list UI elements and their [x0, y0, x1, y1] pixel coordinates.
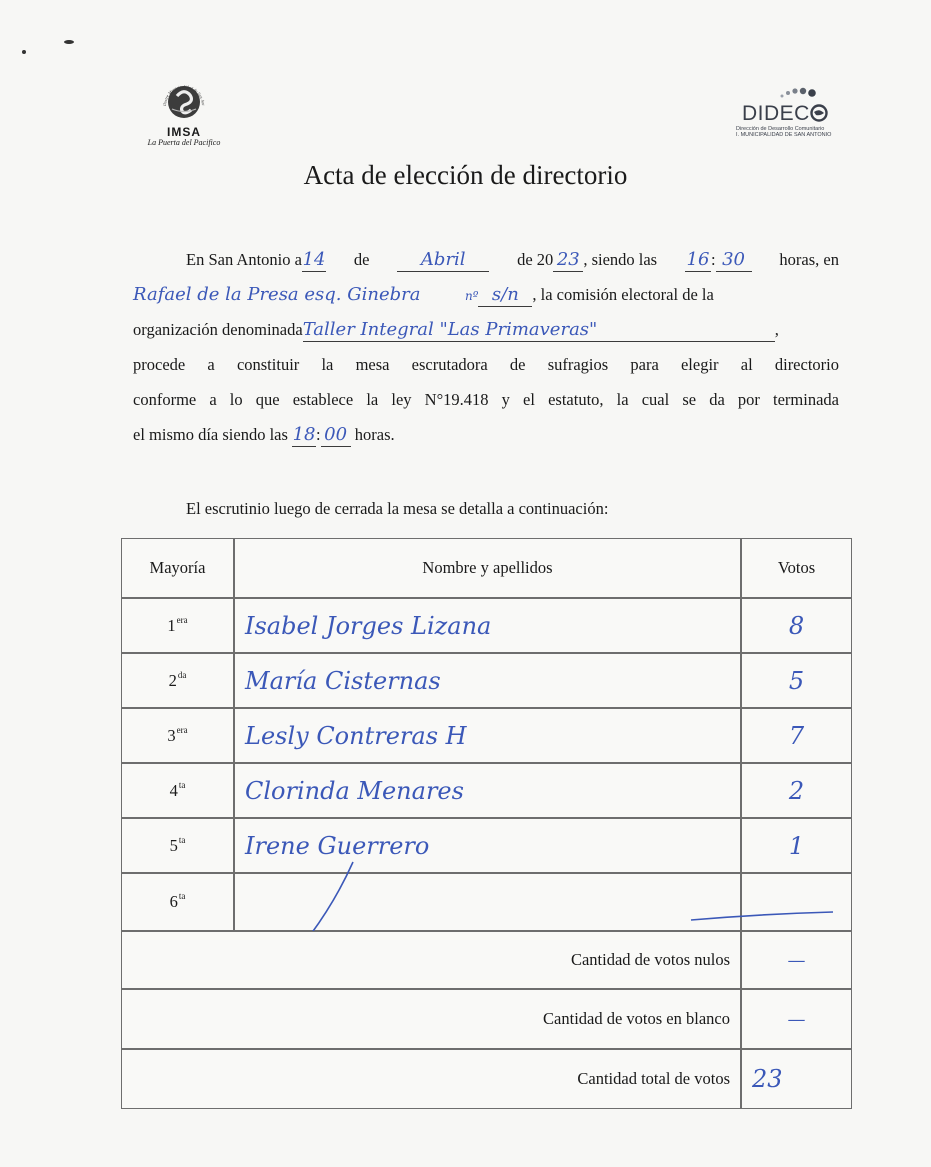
dideco-line1: Dirección de Desarrollo Comunitario [736, 126, 825, 132]
blank-votes-value: — [741, 989, 852, 1049]
table-row-rank [121, 873, 234, 931]
address-number-prefix: nº [465, 289, 479, 303]
dideco-name: DIDEC [742, 102, 810, 125]
table-row-rank [121, 598, 234, 653]
rank-number: 2 [168, 670, 177, 690]
text-en-san-antonio: En San Antonio a [186, 250, 302, 269]
address-number-field: s/n [478, 284, 532, 307]
table-row-name [234, 873, 741, 931]
rank-number: 4 [169, 780, 178, 800]
text-organizacion-denominada: organización denominada [133, 320, 303, 339]
dideco-wordmark [742, 102, 828, 126]
para-line-3 [133, 312, 839, 347]
text-de: de [353, 250, 370, 269]
text-de-20: de 20 [517, 250, 554, 269]
para-line-5: conforme a lo que establece la ley N°19.418 y el estatuto, la cual se da por terminada [133, 390, 839, 409]
table-row-votes [741, 873, 852, 931]
text-mismo-dia: el mismo día siendo las [133, 425, 288, 444]
table-row-rank [121, 818, 234, 873]
intro-paragraph [133, 242, 839, 452]
imsa-ring-text: Ilustre Municipalidad de San Ant [161, 83, 206, 107]
total-votes-value: 23 [741, 1049, 852, 1109]
rank-number: 3 [167, 725, 176, 745]
table-row-name: Clorinda Menares [234, 763, 741, 818]
rank-suffix: era [176, 614, 188, 625]
text-horas: horas. [354, 425, 395, 444]
total-votes-label: Cantidad total de votos [121, 1049, 741, 1109]
rank-number: 6 [169, 892, 178, 911]
rank-suffix: ta [178, 779, 186, 790]
header-nombre: Nombre y apellidos [234, 538, 741, 598]
end-hour-field: 18 [292, 424, 316, 445]
para-line-6 [133, 417, 839, 452]
month-field: Abril [397, 249, 489, 272]
imsa-emblem-icon [160, 78, 208, 126]
table-row-votes: 7 [741, 708, 852, 763]
scan-mark [22, 50, 26, 54]
table-row-votes: 5 [741, 653, 852, 708]
dideco-subtitle [736, 126, 831, 138]
scrutiny-intro: El escrutinio luego de cerrada la mesa se detalla a continuación: [186, 499, 609, 518]
para-line-4: procede a constituir la mesa escrutadora de sufragios para elegir al directorio [133, 355, 839, 374]
imsa-tagline: La Puerta del Pacifico [147, 138, 221, 147]
table-row-name: Irene Guerrero [234, 818, 741, 873]
text-comision-electoral: , la comisión electoral de la [532, 285, 714, 304]
start-hour-field: 16 [686, 249, 710, 270]
para-line-1 [133, 242, 839, 277]
organization-name-field: Taller Integral "Las Primaveras" [303, 319, 775, 342]
blank-votes-label: Cantidad de votos en blanco [121, 989, 741, 1049]
rank-suffix: ta [178, 834, 186, 845]
dideco-dots-icon [772, 84, 832, 104]
para-line-2 [133, 277, 839, 312]
table-row-votes: 8 [741, 598, 852, 653]
rank-suffix: ta [178, 891, 186, 901]
year-field: 23 [553, 249, 583, 272]
rank-number: 5 [169, 835, 178, 855]
text-comma: , [774, 320, 779, 339]
table-row-name: María Cisternas [234, 653, 741, 708]
imsa-logo [128, 78, 240, 150]
address-field: Rafael de la Presa esq. Ginebra [133, 284, 421, 305]
table-row-rank [121, 763, 234, 818]
table-row-votes: 1 [741, 818, 852, 873]
colon-sep: : [710, 250, 716, 269]
null-votes-value: — [741, 931, 852, 989]
rank-suffix: da [177, 669, 187, 680]
table-row-votes: 2 [741, 763, 852, 818]
header-mayoria: Mayoría [121, 538, 234, 598]
rank-suffix: era [176, 724, 188, 735]
dideco-line2: I. MUNICIPALIDAD DE SAN ANTONIO [736, 132, 832, 138]
scan-mark [64, 40, 74, 44]
table-row-rank [121, 653, 234, 708]
table-row-name: Lesly Contreras H [234, 708, 741, 763]
text-siendo-las: , siendo las [583, 250, 658, 269]
start-minute-field: 30 [716, 249, 752, 272]
rank-number: 1 [167, 615, 176, 635]
dideco-globe-icon [810, 104, 828, 122]
document-title: Acta de elección de directorio [303, 160, 628, 190]
day-field: 14 [302, 249, 326, 270]
header-votos: Votos [741, 538, 852, 598]
text-horas-en: horas, en [779, 250, 839, 269]
table-row-name: Isabel Jorges Lizana [234, 598, 741, 653]
results-table [121, 538, 852, 1109]
dideco-logo [732, 84, 844, 146]
colon-sep: : [316, 425, 321, 444]
table-row-rank [121, 708, 234, 763]
null-votes-label: Cantidad de votos nulos [121, 931, 741, 989]
imsa-name: IMSA [167, 125, 201, 139]
end-minute-field: 00 [321, 424, 351, 447]
